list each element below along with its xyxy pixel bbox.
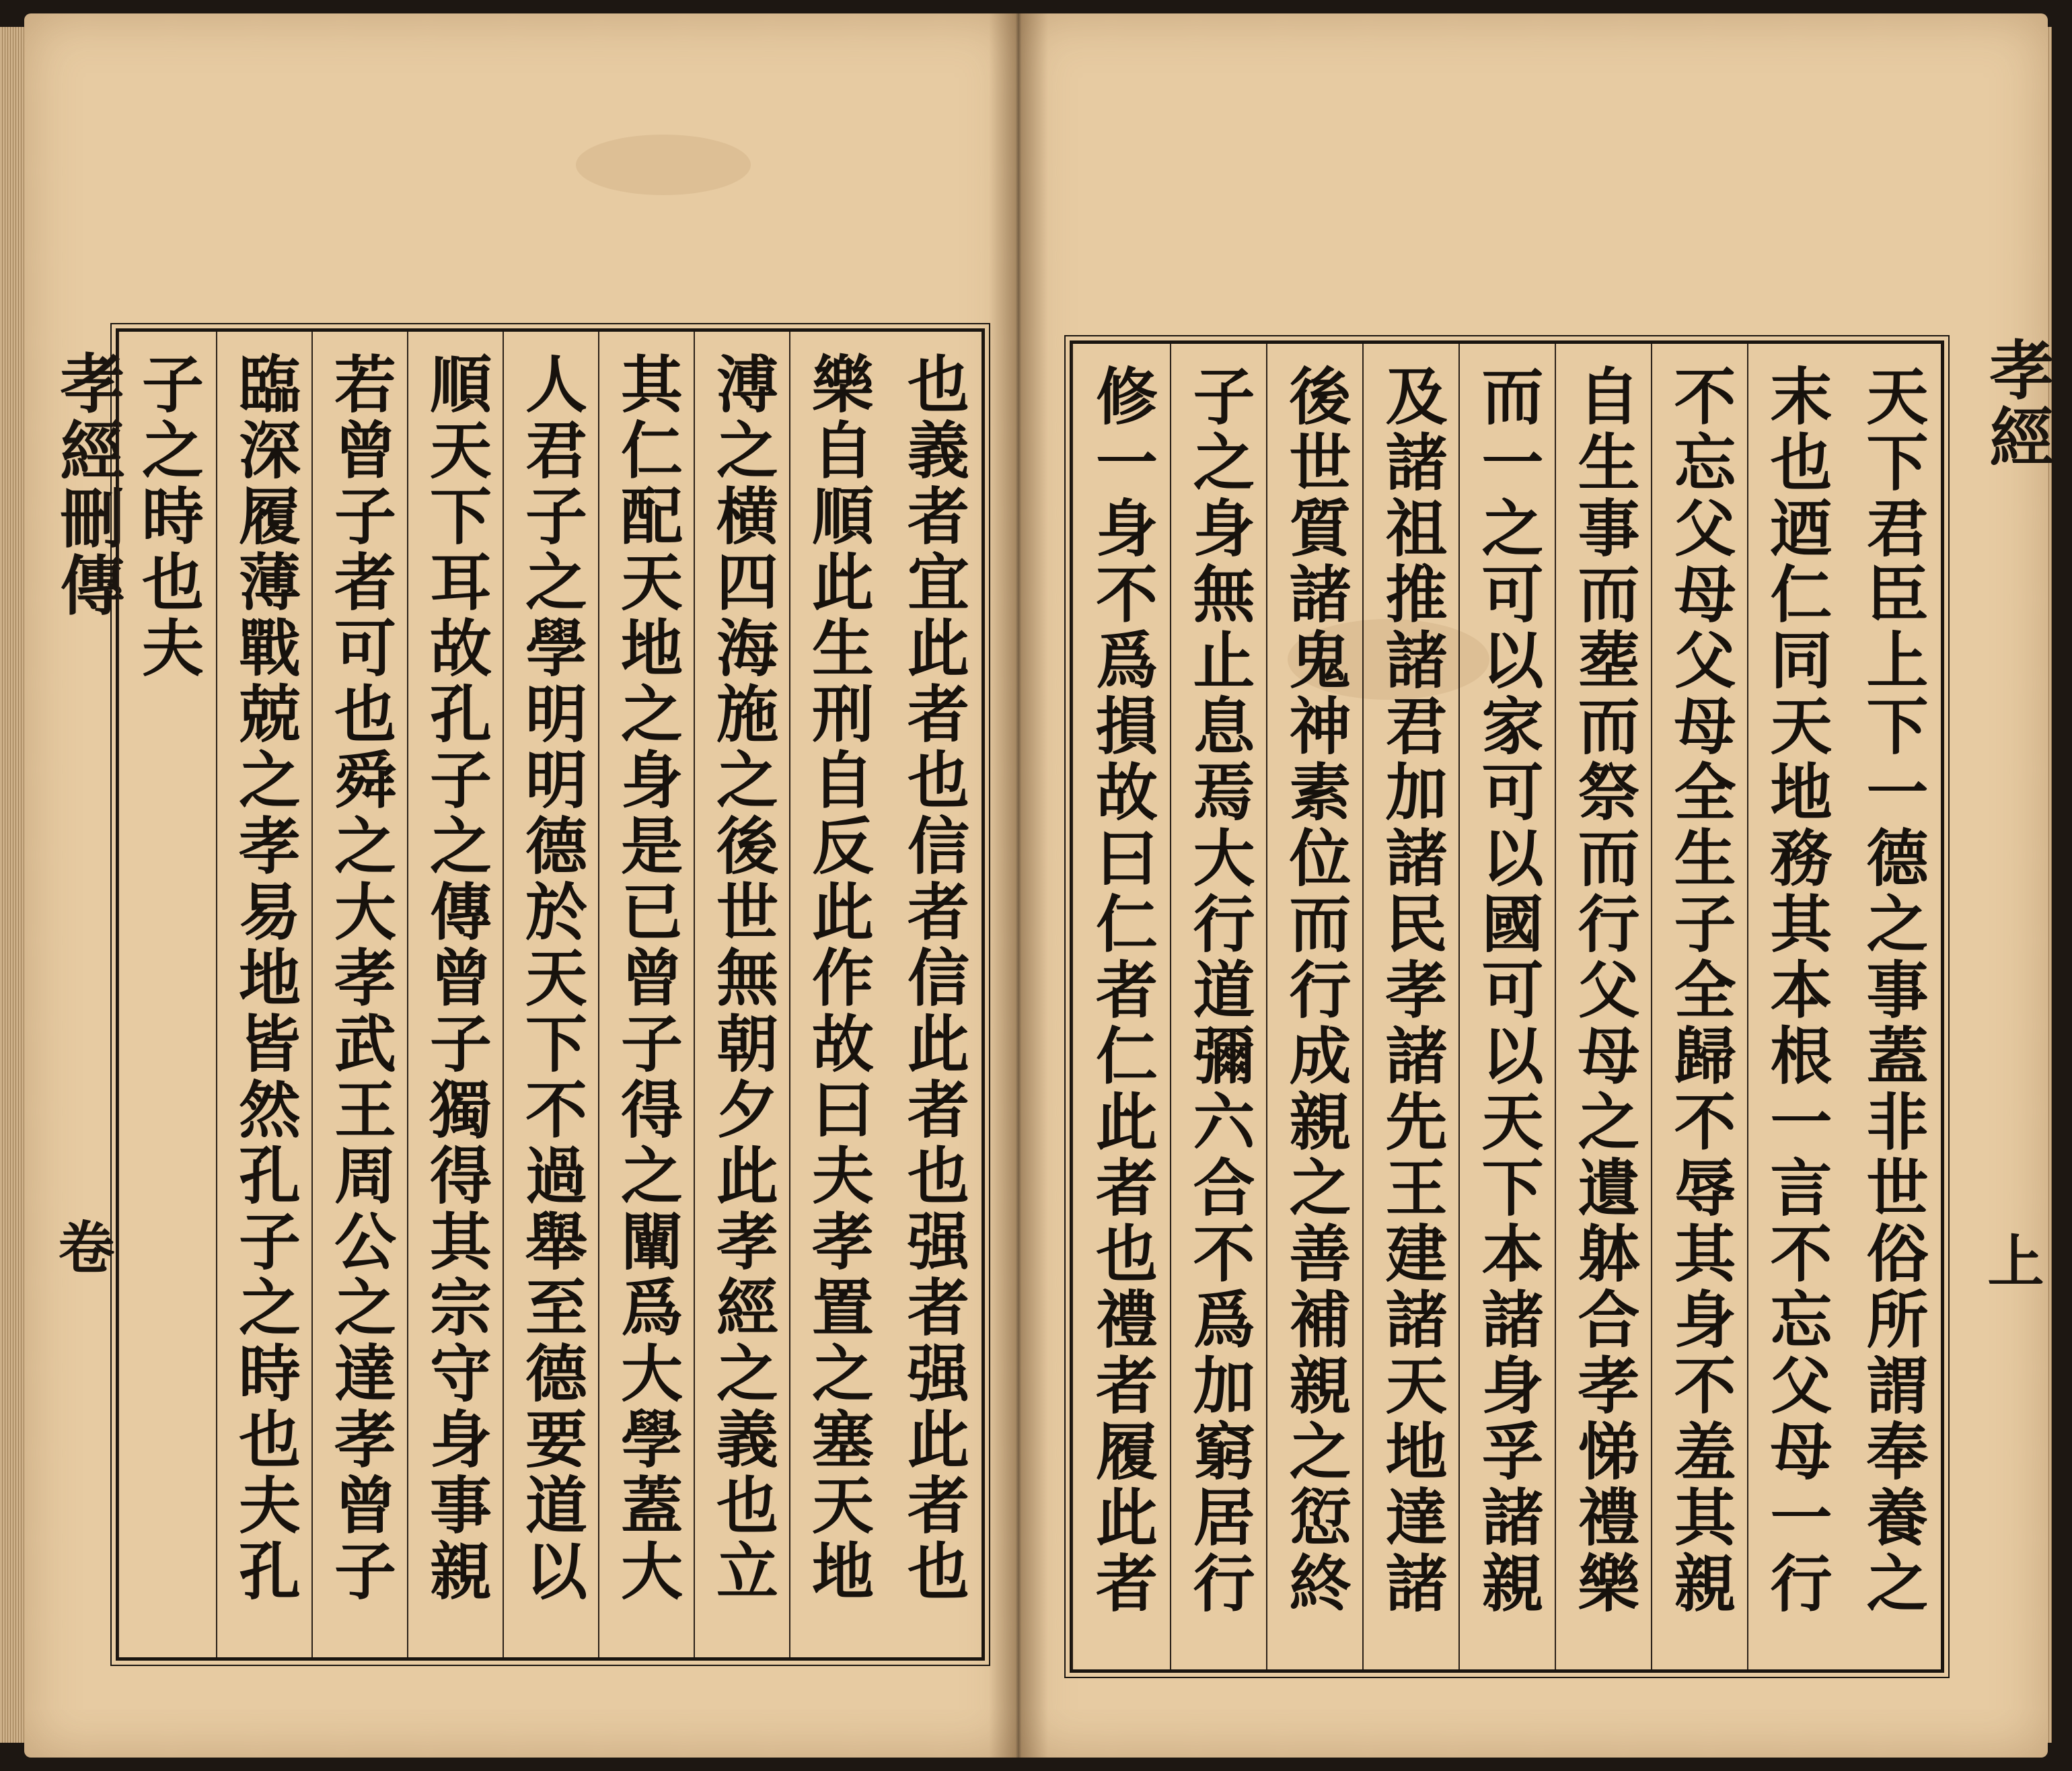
column-text: 子之身無止息焉大行道彌六合不爲加窮居行 [1183, 364, 1256, 1617]
text-column [311, 332, 408, 1657]
text-column [694, 332, 790, 1657]
column-text: 若曾子者可也舜之大孝武王周公之達孝曾子 [324, 352, 397, 1605]
column-text: 子之時也夫 [132, 352, 205, 682]
text-column [1072, 344, 1171, 1669]
text-column [886, 332, 982, 1657]
paper-stain [576, 135, 751, 195]
text-column [118, 332, 217, 1657]
column-text: 末也迺仁同天地務其本根一言不忘父母一行 [1760, 364, 1833, 1617]
text-column [1845, 344, 1941, 1669]
right-text-frame [1070, 340, 1944, 1673]
text-column [216, 332, 313, 1657]
left-margin-title: 孝經刪傳 [50, 350, 126, 619]
right-folio-mark: 上 [1978, 1231, 2045, 1288]
column-text: 及諸祖推諸君加諸民孝諸先王建諸天地達諸 [1375, 364, 1448, 1617]
column-text: 其仁配天地之身是已曾子得之闡爲大學蓋大 [611, 352, 683, 1605]
column-text: 不忘父母父母全生子全歸不辱其身不羞其親 [1664, 364, 1737, 1617]
text-column [1747, 344, 1845, 1669]
text-column [1458, 344, 1556, 1669]
column-text: 臨深履薄戰兢之孝易地皆然孔子之時也夫孔 [229, 352, 301, 1605]
column-text: 而一之可以家可以國可以天下本諸身孚諸親 [1471, 364, 1545, 1617]
column-text: 也義者宜此者也信者信此者也强者强此者也 [897, 352, 970, 1605]
column-text: 後世質諸鬼神素位而行成親之善補親之愆終 [1279, 364, 1352, 1617]
text-column [1555, 344, 1652, 1669]
column-text: 樂自順此生刑自反此作故曰夫孝置之塞天地 [802, 352, 875, 1605]
text-column [1651, 344, 1748, 1669]
text-column [1170, 344, 1267, 1669]
column-text: 溥之横四海施之後世無朝夕此孝經之義也立 [706, 352, 779, 1605]
text-column [1362, 344, 1460, 1669]
text-column [789, 332, 886, 1657]
text-column [598, 332, 695, 1657]
left-folio-mark: 卷 [49, 1218, 116, 1274]
text-column [407, 332, 504, 1657]
column-text: 人君子之學明明德於天下不過舉至德要道以 [515, 352, 588, 1605]
column-text: 順天下耳故孔子之傳曾子獨得其宗守身事親 [420, 352, 492, 1605]
column-text: 修一身不爲損故曰仁者仁此者也禮者履此者 [1086, 364, 1158, 1617]
column-text: 天下君臣上下一德之事蓋非世俗所謂奉養之 [1856, 364, 1929, 1617]
text-column [1266, 344, 1364, 1669]
text-column [503, 332, 599, 1657]
left-text-frame [116, 328, 985, 1661]
right-margin-title: 孝經 [1979, 336, 2055, 471]
column-text: 自生事而塟而祭而行父母之遺躰合孝悌禮樂 [1567, 364, 1641, 1617]
book-gutter [989, 13, 1048, 1758]
